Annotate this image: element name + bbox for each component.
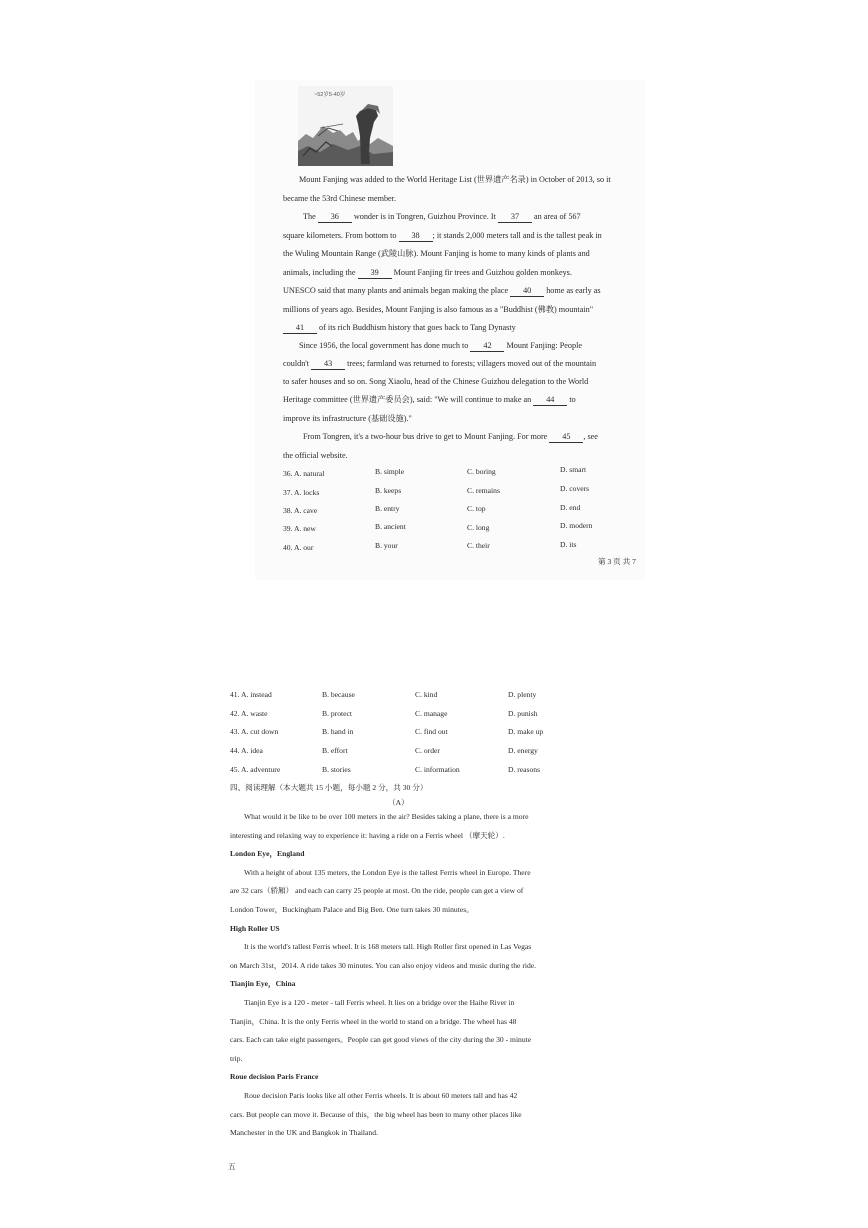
blank-45[interactable]: 45 [549,431,583,443]
p1-line-4: animals, including the 39 Mount Fanjing fir trees and Guizhou golden monkeys. [283,268,572,277]
p3-line-1: From Tongren, it's a two-hour bus drive to get to Mount Fanjing. For more 45 , see [303,432,598,441]
option-40c[interactable]: C. their [467,541,490,550]
option-45c[interactable]: C. information [415,765,460,774]
heading-london-eye: London Eye，England [230,849,305,859]
heading-high-roller: High Roller US [230,923,280,933]
reading-passage [230,808,552,1143]
blank-42[interactable]: 42 [470,340,504,352]
option-45b[interactable]: B. stories [322,765,351,774]
option-38a[interactable]: 38. A. cave [283,506,318,515]
p1-line-7: 41 of its rich Buddhism history that goes back to Tang Dynasty [283,322,516,334]
option-40d[interactable]: D. its [560,540,577,549]
high-roller-line: on March 31st，2014. A ride takes 30 minutes. You can also enjoy videos and music during the ride. [230,960,537,970]
blank-36[interactable]: 36 [318,211,352,223]
intro-line-2: became the 53rd Chinese member. [283,194,396,203]
option-45a[interactable]: 45. A. adventure [230,765,281,774]
page-number: 第 3 页 共 7 [598,557,636,566]
option-43c[interactable]: C. find out [415,727,448,736]
tianjin-line: trip. [230,1053,243,1063]
option-37d[interactable]: D. covers [560,484,590,493]
option-37c[interactable]: C. remains [467,486,500,495]
option-36d[interactable]: D. smart [560,465,587,474]
roue-line: Manchester in the UK and Bangkok in Thailand. [230,1128,378,1138]
option-44c[interactable]: C. order [415,746,440,755]
blank-39[interactable]: 39 [358,267,392,279]
option-39b[interactable]: B. ancient [375,522,406,531]
footer-char: 五 [228,1162,236,1171]
blank-41[interactable]: 41 [283,322,317,334]
option-40a[interactable]: 40. A. our [283,543,314,552]
tianjin-line: Tianjin Eye is a 120 - meter - tall Ferris wheel. It lies on a bridge over the Haihe River in [244,997,515,1007]
blank-37[interactable]: 37 [498,211,532,223]
option-41a[interactable]: 41. A. instead [230,690,272,699]
option-38d[interactable]: D. end [560,503,581,512]
tianjin-line: Tianjin，China. It is the only Ferris wheel in the world to stand on a bridge. The wheel has 48 [230,1016,517,1026]
option-42c[interactable]: C. manage [415,709,448,718]
option-44d[interactable]: D. energy [508,746,538,755]
option-40b[interactable]: B. your [375,541,398,550]
option-42d[interactable]: D. punish [508,709,538,718]
p3-line-2: the official website. [283,451,348,460]
blank-43[interactable]: 43 [311,358,345,370]
intro-line: interesting and relaxing way to experience it: having a ride on a Ferris wheel （摩天轮）. [230,830,505,840]
option-37a[interactable]: 37. A. locks [283,488,320,497]
option-43a[interactable]: 43. A. cut down [230,727,279,736]
passage-label: （A） [388,798,409,807]
p1-line-5: UNESCO said that many plants and animals began making the place 40 home as early as [283,286,601,295]
intro-line: What would it be like to be over 100 meters in the air? Besides taking a plane, there is a more [244,812,529,821]
blank-40[interactable]: 40 [510,285,544,297]
option-36c[interactable]: C. boring [467,467,496,476]
option-39d[interactable]: D. modern [560,521,593,530]
option-39a[interactable]: 39. A. new [283,524,316,533]
photo-caption: ~52岁5-40岁 [314,92,346,98]
option-44b[interactable]: B. effort [322,746,348,755]
london-line: With a height of about 135 meters, the London Eye is the tallest Ferris wheel in Europe. There [244,867,531,877]
roue-line: Roue decision Paris looks like all other Ferris wheels. It is about 60 meters tall and has 42 [244,1090,518,1100]
option-42b[interactable]: B. protect [322,709,352,718]
p2-line-1: Since 1956, the local government has done much to 42 Mount Fanjing: People [299,341,583,350]
high-roller-line: It is the world's tallest Ferris wheel. It is 168 meters tall. High Roller first opened in Las Vegas [244,942,532,952]
option-43d[interactable]: D. make up [508,727,544,736]
option-41c[interactable]: C. kind [415,690,438,699]
london-line: London Tower，Buckingham Palace and Big Ben. One turn takes 30 minutes。 [230,904,474,914]
intro-line-1: Mount Fanjing was added to the World Heritage List (世界遗产名录) in October of 2013, so it [299,175,611,184]
p1-line-3: the Wuling Mountain Range (武陵山脉). Mount Fanjing is home to many kinds of plants and [283,249,590,258]
p2-line-3: to safer houses and so on. Song Xiaolu, head of the Chinese Guizhou delegation to the World [283,377,589,386]
option-36b[interactable]: B. simple [375,467,405,476]
option-36a[interactable]: 36. A. natural [283,469,325,478]
mountain-photo [298,86,393,166]
option-38c[interactable]: C. top [467,504,486,513]
option-41d[interactable]: D. plenty [508,690,537,699]
p1-line-2: square kilometers. From bottom to 38 ; it stands 2,000 meters tall and is the tallest peak in [283,231,602,240]
option-44a[interactable]: 44. A. idea [230,746,263,755]
p2-line-5: improve its infrastructure (基础设施)." [283,414,412,423]
heading-roue-decision: Roue decision Paris France [230,1072,319,1082]
roue-line: cars. But people can move it. Because of this，the big wheel has been to many other places like [230,1109,522,1119]
blank-44[interactable]: 44 [533,394,567,406]
option-41b[interactable]: B. because [322,690,355,699]
option-37b[interactable]: B. keeps [375,486,402,495]
p1-line-6: millions of years ago. Besides, Mount Fanjing is also famous as a "Buddhist (佛教) mountain" [283,305,594,314]
option-38b[interactable]: B. entry [375,504,400,513]
option-42a[interactable]: 42. A. waste [230,709,268,718]
london-line: are 32 cars（轿厢） and each can carry 25 people at most. On the ride, people can get a view of [230,886,524,896]
option-45d[interactable]: D. reasons [508,765,541,774]
blank-38[interactable]: 38 [399,230,433,242]
p2-line-2: couldn't 43 trees; farmland was returned to forests; villagers moved out of the mountain [283,359,597,368]
tianjin-line: cars. Each can take eight passengers。People can get good views of the city during the 30 - minute [230,1035,532,1045]
p2-line-4: Heritage committee (世界遗产委员会), said: "We will continue to make an 44 to [283,395,576,404]
p1-line-1: The 36 wonder is in Tongren, Guizhou Province. It 37 an area of 567 [303,212,581,221]
option-43b[interactable]: B. hand in [322,727,354,736]
section-title: 四、阅读理解（本大题共 15 小题，每小题 2 分，共 30 分） [230,783,428,792]
heading-tianjin-eye: Tianjin Eye，China [230,979,296,989]
option-39c[interactable]: C. long [467,523,490,532]
